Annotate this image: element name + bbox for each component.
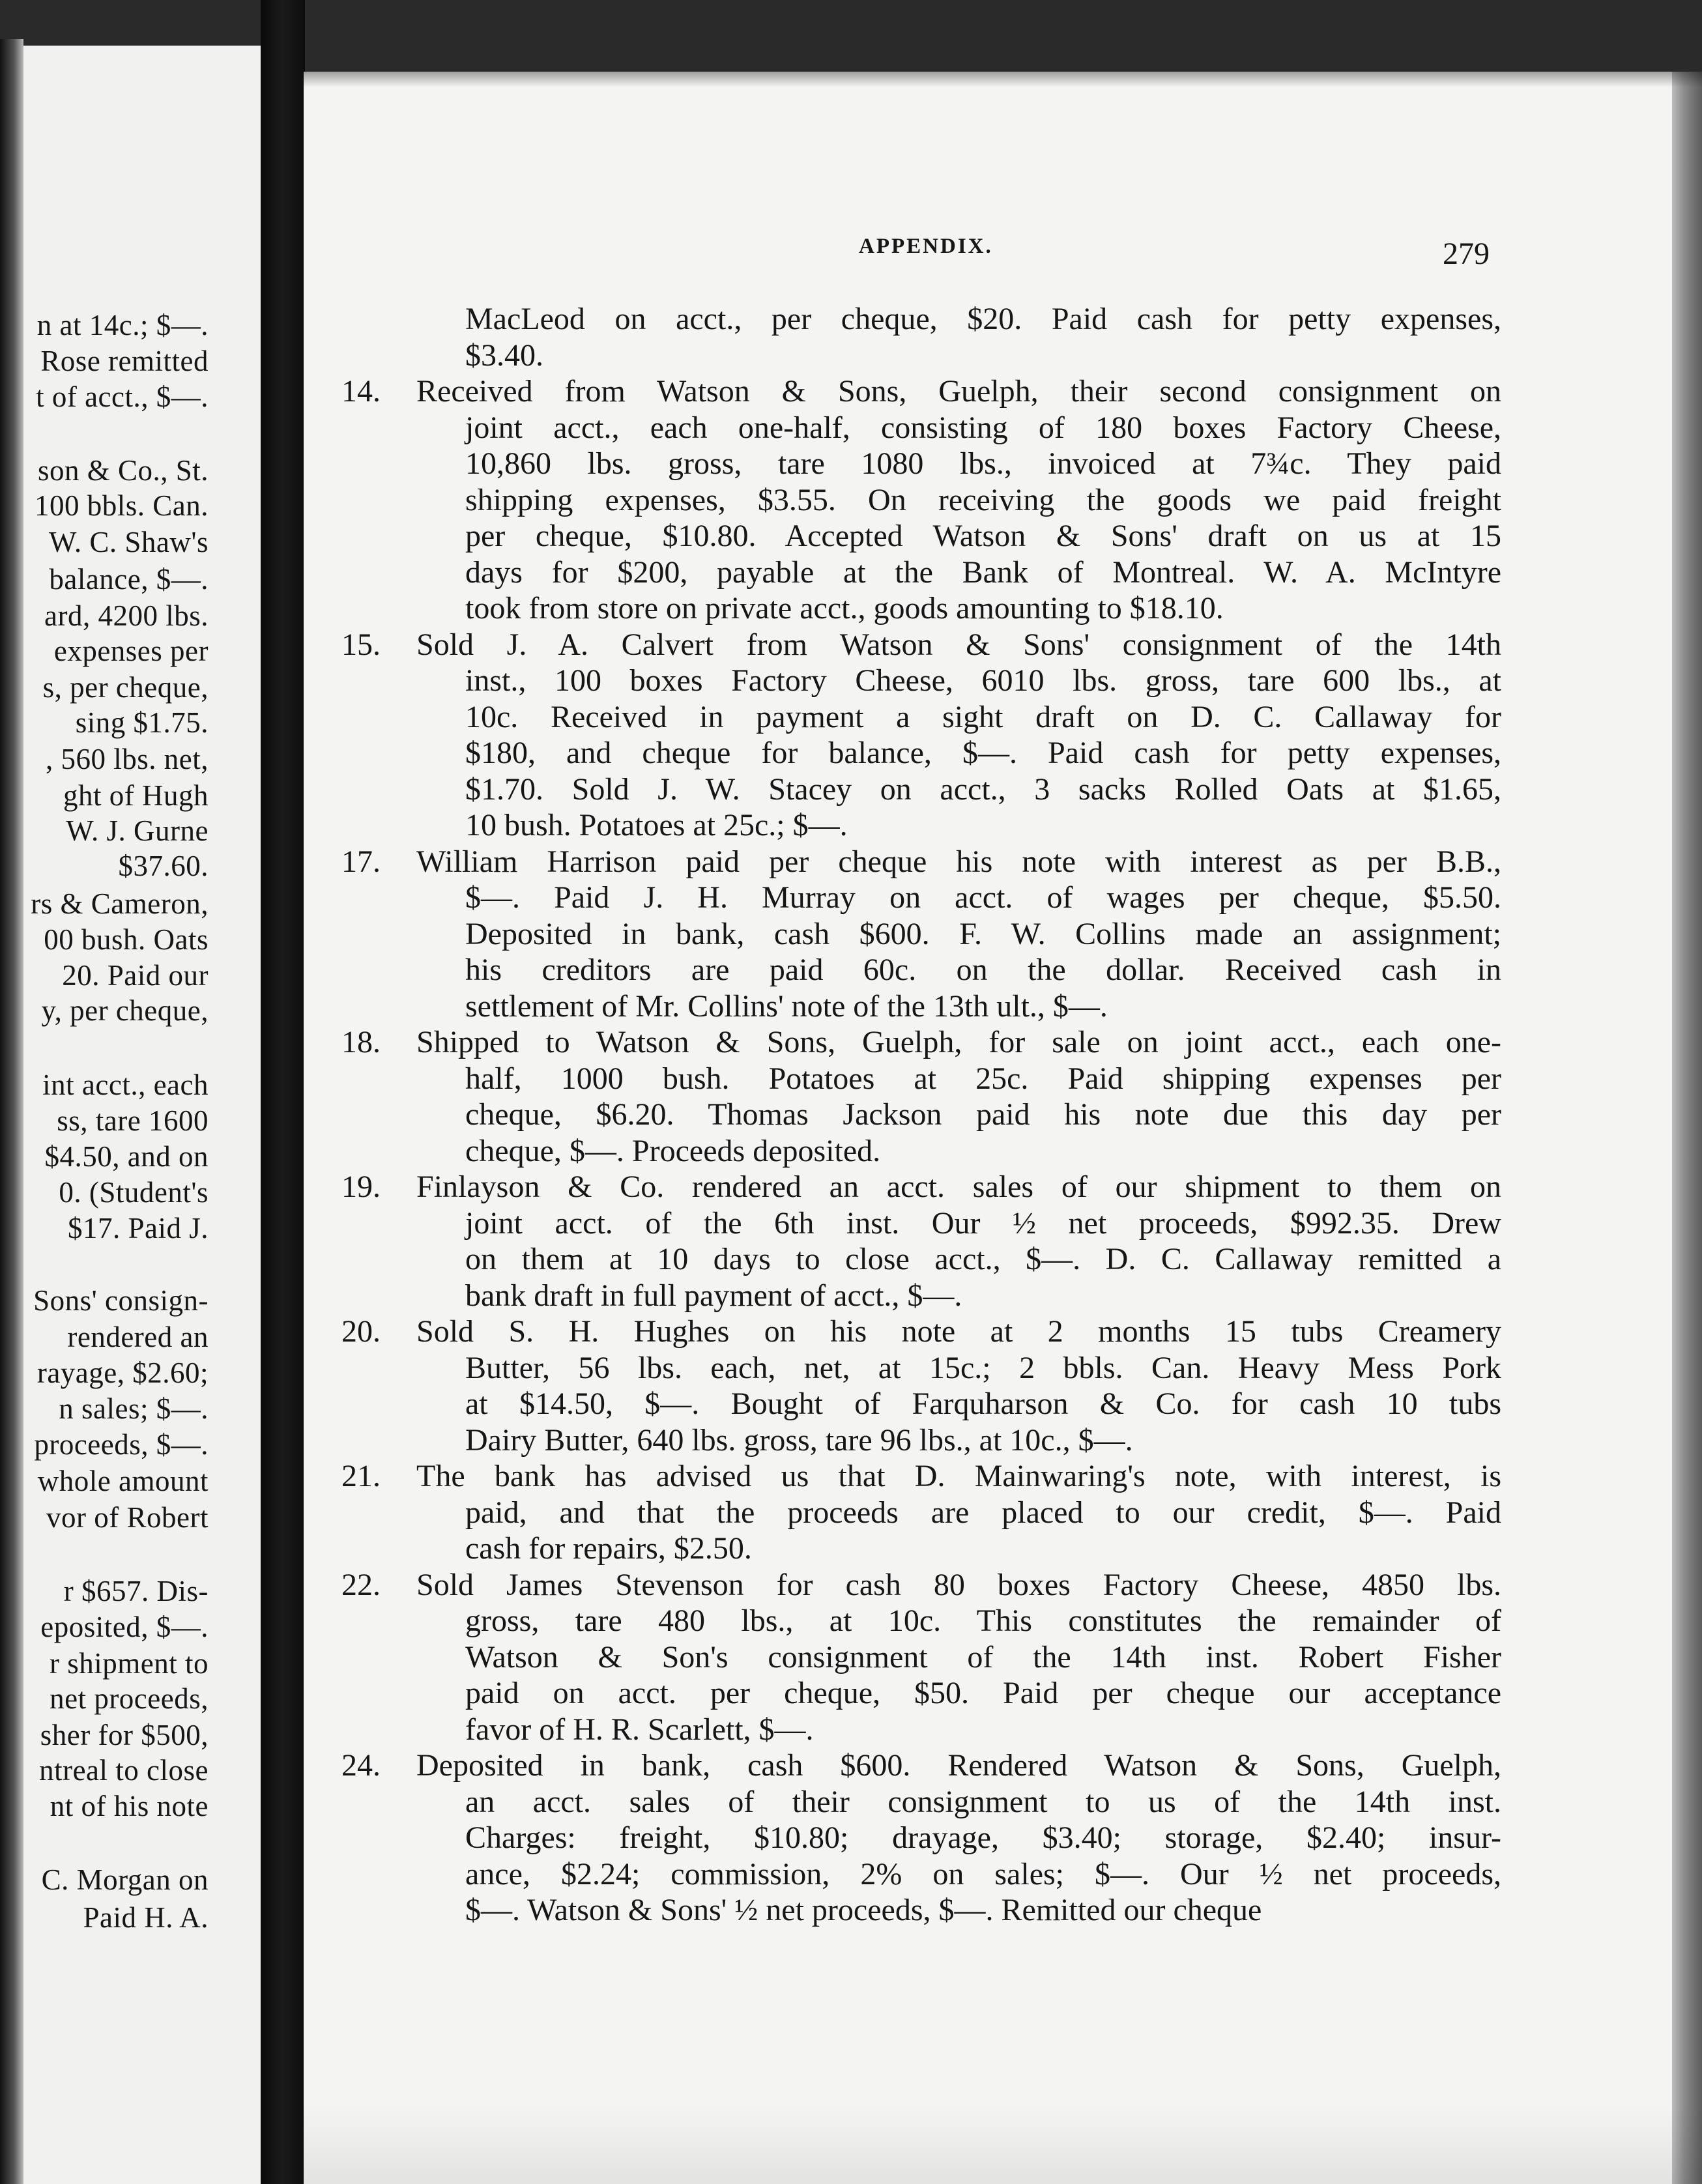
journal-entry xyxy=(341,1747,1501,1929)
left-text-fragment: W. J. Gurne xyxy=(66,814,209,847)
left-text-fragment: y, per cheque, xyxy=(41,994,209,1027)
entry-line: Watson & Son's consignment of the 14th inst. Robert Fisher xyxy=(465,1639,1501,1674)
entry-line: Dairy Butter, 640 lbs. gross, tare 96 lbs., at 10c., $—. xyxy=(465,1422,1133,1458)
entry-line: paid on acct. per cheque, $50. Paid per cheque our acceptance xyxy=(465,1676,1501,1710)
left-text-fragment: vor of Robert xyxy=(46,1501,209,1534)
entry-date: 18. xyxy=(341,1025,381,1059)
entry-date: 19. xyxy=(341,1170,381,1204)
entry-date: 24. xyxy=(341,1748,381,1783)
entry-line: on them at 10 days to close acct., $—. D. C. Callaway remitted a xyxy=(465,1242,1501,1276)
entry-line: Charges: freight, $10.80; drayage, $3.40; storage, $2.40; insur- xyxy=(465,1820,1501,1855)
entry-line: favor of H. R. Scarlett, $—. xyxy=(465,1712,814,1747)
entry-line: $—. Paid J. H. Murray on acct. of wages per cheque, $5.50. xyxy=(465,880,1501,915)
page-top-shadow xyxy=(304,72,1702,87)
left-text-fragment: $37.60. xyxy=(118,850,209,882)
entry-line: shipping expenses, $3.55. On receiving the goods we paid freight xyxy=(465,482,1501,517)
left-text-fragment: eposited, $—. xyxy=(40,1611,209,1643)
left-text-fragment: ght of Hugh xyxy=(63,779,209,812)
page-bottom-shadow xyxy=(304,2105,1702,2184)
entry-line: 10 bush. Potatoes at 25c.; $—. xyxy=(465,808,848,842)
left-text-fragment: n at 14c.; $—. xyxy=(36,309,209,341)
left-text-fragment: sher for $500, xyxy=(40,1719,209,1751)
entry-line: cheque, $—. Proceeds deposited. xyxy=(465,1133,881,1168)
entry-line: joint acct., each one-half, consisting of 180 boxes Factory Cheese, xyxy=(465,410,1501,445)
entry-line: cheque, $6.20. Thomas Jackson paid his note due this day per xyxy=(465,1097,1501,1132)
entry-date: 15. xyxy=(341,627,381,662)
left-text-fragment: ard, 4200 lbs. xyxy=(44,599,209,632)
left-text-fragment: Sons' consign- xyxy=(33,1284,209,1317)
page-body xyxy=(341,301,1501,1929)
entry-line: ance, $2.24; commission, 2% on sales; $—. Our ½ net proceeds, xyxy=(465,1856,1501,1891)
left-text-fragment: proceeds, $—. xyxy=(34,1428,209,1461)
left-text-fragment: n sales; $—. xyxy=(59,1392,209,1425)
entry-line: $1.70. Sold J. W. Stacey on acct., 3 sacks Rolled Oats at $1.65, xyxy=(465,771,1501,807)
entry-line: per cheque, $10.80. Accepted Watson & Sons' draft on us at 15 xyxy=(465,519,1501,553)
entry-line: joint acct. of the 6th inst. Our ½ net proceeds, $992.35. Drew xyxy=(465,1205,1501,1241)
page-number: 279 xyxy=(1443,237,1490,271)
left-text-fragment: int acct., each xyxy=(42,1069,209,1101)
entry-line: Butter, 56 lbs. each, net, at 15c.; 2 bbls. Can. Heavy Mess Pork xyxy=(465,1350,1501,1385)
journal-entry xyxy=(341,1024,1501,1169)
journal-entry xyxy=(341,1169,1501,1314)
left-text-fragment: t of acct., $—. xyxy=(36,381,209,413)
entry-line: gross, tare 480 lbs., at 10c. This constitutes the remainder of xyxy=(465,1603,1501,1638)
left-text-fragment: $17. Paid J. xyxy=(67,1212,209,1244)
entry-line: took from store on private acct., goods amounting to $18.10. xyxy=(465,591,1224,625)
left-text-fragment: net proceeds, xyxy=(50,1682,209,1715)
entry-line: William Harrison paid per cheque his note with interest as per B.B., xyxy=(416,844,1501,879)
left-text-fragment: 0. (Student's xyxy=(59,1176,209,1209)
left-text-fragment: C. Morgan on xyxy=(41,1863,209,1896)
left-text-fragment: sing $1.75. xyxy=(75,706,209,739)
left-page xyxy=(0,46,261,2184)
left-text-fragment: balance, $—. xyxy=(49,563,209,596)
left-text-fragment: ss, tare 1600 xyxy=(57,1104,209,1137)
entry-line: Received from Watson & Sons, Guelph, their second consignment on xyxy=(416,374,1501,409)
entry-line: his creditors are paid 60c. on the dollar. Received cash in xyxy=(465,953,1501,987)
left-text-fragment: nt of his note xyxy=(50,1790,209,1822)
left-text-fragment: 00 bush. Oats xyxy=(44,923,209,956)
entry-line: $—. Watson & Sons' ½ net proceeds, $—. Remitted our cheque xyxy=(465,1893,1262,1927)
left-text-fragment: $4.50, and on xyxy=(44,1140,209,1173)
journal-entries xyxy=(341,373,1501,1929)
entry-line: cash for repairs, $2.50. xyxy=(465,1531,752,1566)
journal-entry xyxy=(341,373,1501,627)
entry-line: Sold J. A. Calvert from Watson & Sons' consignment of the 14th xyxy=(416,627,1501,662)
entry-line: Sold James Stevenson for cash 80 boxes Factory Cheese, 4850 lbs. xyxy=(416,1567,1501,1602)
entry-line: days for $200, payable at the Bank of Montreal. W. A. McIntyre xyxy=(465,554,1501,590)
journal-entry xyxy=(341,1314,1501,1458)
entry-line: 10c. Received in payment a sight draft on D. C. Callaway for xyxy=(465,699,1501,734)
left-text-fragment: son & Co., St. xyxy=(37,454,209,487)
left-text-fragment: Rose remitted xyxy=(40,345,209,377)
entry-line: Deposited in bank, cash $600. Rendered Watson & Sons, Guelph, xyxy=(416,1748,1501,1783)
continuation-line: MacLeod on acct., per cheque, $20. Paid cash for petty expenses, xyxy=(465,302,1501,336)
left-text-fragment: 20. Paid our xyxy=(62,959,209,992)
right-page-edge xyxy=(1672,72,1702,2184)
left-text-fragment: Paid H. A. xyxy=(83,1901,209,1934)
left-text-fragment: 100 bbls. Can. xyxy=(34,489,209,522)
running-header: APPENDIX. xyxy=(859,235,993,258)
entry-date: 14. xyxy=(341,374,381,409)
left-text-fragment: , 560 lbs. net, xyxy=(46,743,209,775)
entry-line: half, 1000 bush. Potatoes at 25c. Paid shipping expenses per xyxy=(465,1061,1501,1096)
entry-line: at $14.50, $—. Bought of Farquharson & Co. for cash 10 tubs xyxy=(465,1387,1501,1421)
entry-line: paid, and that the proceeds are placed to our credit, $—. Paid xyxy=(465,1495,1501,1530)
entry-line: 10,860 lbs. gross, tare 1080 lbs., invoiced at 7¾c. They paid xyxy=(465,446,1501,481)
left-text-fragment: r $657. Dis- xyxy=(63,1575,209,1607)
book-gutter xyxy=(261,0,305,2184)
entry-line: Shipped to Watson & Sons, Guelph, for sale on joint acct., each one- xyxy=(416,1025,1501,1059)
left-text-fragment: s, per cheque, xyxy=(42,671,209,704)
entry-line: $180, and cheque for balance, $—. Paid cash for petty expenses, xyxy=(465,736,1501,770)
entry-line: Deposited in bank, cash $600. F. W. Collins made an assignment; xyxy=(465,916,1501,951)
entry-line: bank draft in full payment of acct., $—. xyxy=(465,1278,962,1313)
entry-line: settlement of Mr. Collins' note of the 13th ult., $—. xyxy=(465,988,1108,1024)
left-text-fragment: rendered an xyxy=(67,1321,209,1353)
left-text-fragment: ntreal to close xyxy=(39,1754,209,1787)
left-page-edge xyxy=(0,39,23,2184)
journal-entry xyxy=(341,844,1501,1025)
entry-line: The bank has advised us that D. Mainwaring's note, with interest, is xyxy=(416,1459,1501,1493)
entry-line: inst., 100 boxes Factory Cheese, 6010 lbs. gross, tare 600 lbs., at xyxy=(465,663,1501,698)
journal-entry xyxy=(341,1458,1501,1567)
entry-date: 17. xyxy=(341,844,381,879)
left-text-fragment: r shipment to xyxy=(50,1647,209,1680)
journal-entry xyxy=(341,627,1501,844)
continuation-line: $3.40. xyxy=(465,338,543,373)
left-text-fragment: expenses per xyxy=(53,635,209,667)
entry-line: Finlayson & Co. rendered an acct. sales of our shipment to them on xyxy=(416,1170,1501,1204)
left-text-fragment: rs & Cameron, xyxy=(31,887,209,920)
journal-entry xyxy=(341,1567,1501,1748)
entry-date: 20. xyxy=(341,1314,381,1349)
left-text-fragment: W. C. Shaw's xyxy=(49,526,209,558)
left-text-fragment: rayage, $2.60; xyxy=(36,1357,209,1389)
entry-line: Sold S. H. Hughes on his note at 2 months 15 tubs Creamery xyxy=(416,1314,1501,1349)
entry-date: 22. xyxy=(341,1567,381,1602)
entry-date: 21. xyxy=(341,1459,381,1493)
left-text-fragment: whole amount xyxy=(37,1465,209,1497)
entry-line: an acct. sales of their consignment to us of the 14th inst. xyxy=(465,1784,1501,1819)
